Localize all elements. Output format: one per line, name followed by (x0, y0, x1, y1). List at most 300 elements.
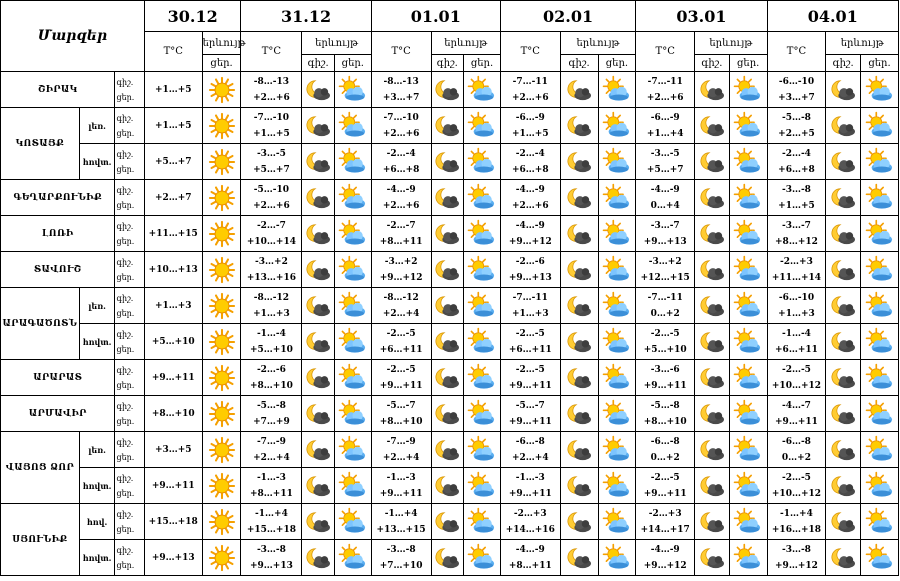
night-label: գիշ. (116, 185, 134, 195)
temp-day: +9…+11 (508, 416, 552, 427)
temp-night: -1…+4 (780, 508, 813, 519)
temp-night-day (767, 72, 826, 108)
moon-cloud-icon (695, 468, 730, 504)
sun-cloud-icon (464, 108, 501, 144)
moon-cloud-icon (431, 252, 464, 288)
moon-cloud-icon (560, 288, 598, 324)
sun-icon (202, 108, 241, 144)
day-header: ցեր. (729, 55, 767, 72)
night-day-labels (115, 540, 144, 576)
temp-night-day (241, 108, 302, 144)
temp-night: -6…-9 (650, 112, 680, 123)
moon-cloud-icon (826, 108, 861, 144)
night-day-labels (115, 288, 144, 324)
temp-night: -2…-4 (515, 148, 545, 159)
night-header: գիշ. (695, 55, 730, 72)
temp-night-day (767, 144, 826, 180)
temp-night: -1…-3 (515, 472, 545, 483)
temp-day: +14…+17 (640, 524, 690, 535)
temp-night-day (636, 216, 695, 252)
night-label: գիշ. (116, 77, 134, 87)
night-header: գիշ. (431, 55, 464, 72)
temp-night-day (241, 324, 302, 360)
moon-cloud-icon (695, 396, 730, 432)
region-name: ՏԱՎՈՒՇ (1, 252, 115, 288)
sun-cloud-icon (334, 360, 371, 396)
sun-cloud-icon (334, 468, 371, 504)
temp-unit-header: T°C (371, 32, 431, 72)
day-label: ցեր. (116, 488, 135, 498)
sun-cloud-icon (464, 360, 501, 396)
temp-day: +1…+5 (511, 128, 549, 139)
temp-night-day (767, 504, 826, 540)
subregion-label: հովտ. (79, 468, 115, 504)
moon-cloud-icon (431, 72, 464, 108)
temp-night-day (371, 72, 431, 108)
moon-cloud-icon (302, 432, 335, 468)
moon-cloud-icon (431, 504, 464, 540)
moon-cloud-icon (302, 324, 335, 360)
temp-night-day (636, 504, 695, 540)
night-label: գիշ. (116, 401, 134, 411)
sun-cloud-icon (729, 216, 767, 252)
moon-cloud-icon (560, 180, 598, 216)
moon-cloud-icon (560, 108, 598, 144)
day-label: ցեր. (116, 128, 135, 138)
temp-night: -2…-5 (515, 364, 545, 375)
day-label: ցեր. (116, 452, 135, 462)
temp-night: -5…-8 (650, 400, 680, 411)
temp-day: 0…+2 (781, 452, 811, 463)
moon-cloud-icon (826, 72, 861, 108)
temp-day: +2…+6 (382, 200, 420, 211)
sun-cloud-icon (598, 288, 636, 324)
temp-day: +9…+11 (379, 488, 423, 499)
table-row (1, 252, 899, 288)
subregion-label: լեռ. (79, 432, 115, 468)
sun-cloud-icon (334, 144, 371, 180)
temp-day: +9…+11 (144, 360, 202, 396)
table-row (1, 288, 899, 324)
temp-night: -6…-8 (650, 436, 680, 447)
temp-night: -7…-11 (512, 292, 548, 303)
moon-cloud-icon (302, 396, 335, 432)
temp-day: +2…+4 (382, 308, 420, 319)
night-day-labels (115, 468, 144, 504)
temp-night-day (636, 432, 695, 468)
moon-cloud-icon (695, 432, 730, 468)
temp-day: +7…+10 (379, 560, 423, 571)
temp-day: +10…+14 (246, 236, 296, 247)
temp-night: -3…-8 (781, 544, 811, 555)
temp-day: +5…+7 (253, 164, 290, 175)
region-name: ՎԱՅՈՑ ՁՈՐ (1, 432, 80, 504)
temp-night: -2…-6 (515, 256, 545, 267)
moon-cloud-icon (560, 144, 598, 180)
sun-icon (202, 360, 241, 396)
sun-cloud-icon (729, 108, 767, 144)
table-row (1, 360, 899, 396)
temp-night-day (636, 540, 695, 576)
temp-day: +9…+11 (379, 380, 423, 391)
temp-day: +8…+11 (250, 488, 293, 499)
date-header: 03.01 (636, 1, 767, 32)
temp-night-day (371, 216, 431, 252)
temp-night: -4…-7 (781, 400, 811, 411)
sun-cloud-icon (334, 504, 371, 540)
day-header: ցեր. (464, 55, 501, 72)
temp-day: 0…+2 (650, 452, 680, 463)
temp-day: +8…+10 (643, 416, 687, 427)
day-label: ցեր. (116, 560, 135, 570)
moon-cloud-icon (302, 144, 335, 180)
temp-night-day (767, 360, 826, 396)
moon-cloud-icon (431, 324, 464, 360)
night-label: գիշ. (116, 113, 134, 123)
sun-cloud-icon (861, 108, 899, 144)
sun-cloud-icon (598, 108, 636, 144)
temp-night-day (767, 288, 826, 324)
temp-day: +10…+13 (144, 252, 202, 288)
temp-night: -4…-9 (650, 184, 680, 195)
day-label: ցեր. (116, 380, 135, 390)
temp-night: -4…-9 (515, 544, 545, 555)
moon-cloud-icon (302, 360, 335, 396)
moon-cloud-icon (826, 468, 861, 504)
temp-night: -8…-13 (383, 76, 419, 87)
temp-day: +5…+7 (646, 164, 684, 175)
temp-unit-header: T°C (767, 32, 826, 72)
sun-cloud-icon (334, 396, 371, 432)
day-header: ցեր. (334, 55, 371, 72)
sun-cloud-icon (598, 396, 636, 432)
sun-cloud-icon (729, 288, 767, 324)
temp-day: +1…+3 (778, 308, 815, 319)
temp-day: +13…+15 (376, 524, 426, 535)
temp-night: -3…+2 (255, 256, 288, 267)
sun-cloud-icon (729, 504, 767, 540)
temp-day: +2…+6 (511, 92, 549, 103)
night-day-labels (115, 108, 144, 144)
moon-cloud-icon (431, 540, 464, 576)
temp-night: -5…-8 (781, 112, 811, 123)
table-row (1, 216, 899, 252)
sun-cloud-icon (598, 468, 636, 504)
moon-cloud-icon (431, 288, 464, 324)
temp-day: +6…+11 (775, 344, 818, 355)
day-label: ցեր. (116, 272, 135, 282)
temp-night-day (636, 468, 695, 504)
sun-cloud-icon (464, 504, 501, 540)
moon-cloud-icon (302, 180, 335, 216)
temp-night: -2…-5 (650, 472, 680, 483)
subregion-label: լեռ. (79, 288, 115, 324)
date-header: 31.12 (241, 1, 371, 32)
temp-night-day (636, 360, 695, 396)
phenomenon-header: երևույթ (202, 32, 241, 55)
temp-night-day (371, 504, 431, 540)
temp-night-day (767, 108, 826, 144)
temp-night-day (371, 180, 431, 216)
temp-night: -7…-11 (512, 76, 548, 87)
temp-night-day (241, 360, 302, 396)
day-label: ցեր. (116, 416, 135, 426)
region-name: ԼՈՌԻ (1, 216, 115, 252)
temp-night-day (371, 144, 431, 180)
phenomenon-header: երևույթ (826, 32, 899, 55)
temp-night: -2…-5 (781, 472, 811, 483)
temp-night-day (241, 504, 302, 540)
temp-night: -7…-10 (383, 112, 419, 123)
temp-night: -2…+3 (513, 508, 547, 519)
moon-cloud-icon (695, 252, 730, 288)
moon-cloud-icon (695, 216, 730, 252)
temp-day: +8…+10 (144, 396, 202, 432)
sun-icon (202, 396, 241, 432)
sun-cloud-icon (861, 288, 899, 324)
moon-cloud-icon (560, 468, 598, 504)
night-day-labels (115, 432, 144, 468)
subregion-label: լեռ. (79, 108, 115, 144)
temp-night: -8…-12 (383, 292, 419, 303)
moon-cloud-icon (826, 504, 861, 540)
sun-cloud-icon (464, 540, 501, 576)
moon-cloud-icon (826, 180, 861, 216)
temp-day: +8…+12 (775, 236, 818, 247)
temp-day: +1…+4 (646, 128, 684, 139)
sun-cloud-icon (729, 432, 767, 468)
moon-cloud-icon (560, 360, 598, 396)
day-header: ցեր. (202, 55, 241, 72)
temp-night-day (636, 108, 695, 144)
temp-night: -1…-4 (256, 328, 286, 339)
temp-night-day (636, 180, 695, 216)
night-day-labels (115, 72, 144, 108)
temp-day: +9…+12 (379, 272, 423, 283)
sun-cloud-icon (464, 252, 501, 288)
temp-day: 0…+4 (650, 200, 680, 211)
temp-night-day (636, 144, 695, 180)
moon-cloud-icon (302, 108, 335, 144)
moon-cloud-icon (695, 324, 730, 360)
temp-day: +2…+7 (144, 180, 202, 216)
sun-cloud-icon (861, 144, 899, 180)
moon-cloud-icon (695, 504, 730, 540)
moon-cloud-icon (695, 360, 730, 396)
temp-night: -7…-9 (386, 436, 416, 447)
temp-unit-header: T°C (636, 32, 695, 72)
moon-cloud-icon (826, 360, 861, 396)
sun-cloud-icon (729, 396, 767, 432)
temp-day: +8…+11 (508, 560, 552, 571)
moon-cloud-icon (826, 396, 861, 432)
sun-cloud-icon (729, 468, 767, 504)
sun-icon (202, 180, 241, 216)
temp-night-day (500, 216, 560, 252)
sun-cloud-icon (861, 252, 899, 288)
sun-cloud-icon (464, 324, 501, 360)
sun-icon (202, 468, 241, 504)
subregion-label: հովտ. (79, 540, 115, 576)
region-name: ՇԻՐԱԿ (1, 72, 115, 108)
sun-cloud-icon (861, 540, 899, 576)
temp-day: +11…+14 (771, 272, 822, 283)
temp-day: +11…+15 (144, 216, 202, 252)
moon-cloud-icon (431, 180, 464, 216)
temp-day: +9…+13 (144, 540, 202, 576)
temp-unit-header: T°C (144, 32, 202, 72)
sun-cloud-icon (861, 468, 899, 504)
temp-day: +1…+3 (511, 308, 549, 319)
temp-day: +9…+11 (775, 416, 818, 427)
moon-cloud-icon (431, 432, 464, 468)
date-header: 02.01 (500, 1, 635, 32)
temp-day: +7…+9 (253, 416, 290, 427)
temp-day: +9…+11 (643, 380, 687, 391)
night-header: գիշ. (826, 55, 861, 72)
moon-cloud-icon (302, 468, 335, 504)
temp-day: +2…+6 (253, 200, 290, 211)
table-row (1, 468, 899, 504)
temp-day: +12…+15 (640, 272, 690, 283)
temp-night-day (241, 144, 302, 180)
temp-night-day (636, 396, 695, 432)
temp-night: -7…-11 (647, 292, 683, 303)
subregion-label: հովտ. (79, 324, 115, 360)
day-header: ցեր. (861, 55, 899, 72)
day-label: ցեր. (116, 200, 135, 210)
night-label: գիշ. (116, 437, 134, 447)
temp-night-day (371, 468, 431, 504)
night-day-labels (115, 360, 144, 396)
subregion-label: հովտ. (79, 144, 115, 180)
temp-night: -5…-10 (253, 184, 290, 195)
sun-cloud-icon (729, 540, 767, 576)
temp-day: +1…+5 (253, 128, 290, 139)
moon-cloud-icon (695, 540, 730, 576)
temp-day: 0…+2 (650, 308, 680, 319)
temp-day: +2…+6 (646, 92, 684, 103)
temp-night: -1…-4 (781, 328, 811, 339)
table-row (1, 324, 899, 360)
moon-cloud-icon (826, 540, 861, 576)
night-header: գիշ. (302, 55, 335, 72)
date-header: 30.12 (144, 1, 241, 32)
temp-night: -2…-6 (256, 364, 286, 375)
temp-night: -1…-3 (386, 472, 416, 483)
sun-icon (202, 216, 241, 252)
sun-cloud-icon (861, 360, 899, 396)
temp-night: -2…-5 (386, 364, 416, 375)
temp-day: +5…+10 (250, 344, 293, 355)
temp-night-day (767, 396, 826, 432)
temp-day: +2…+5 (778, 128, 815, 139)
region-header: Մարզեր (1, 1, 145, 72)
moon-cloud-icon (431, 396, 464, 432)
temp-night-day (371, 540, 431, 576)
moon-cloud-icon (826, 432, 861, 468)
temp-night-day (500, 540, 560, 576)
temp-night-day (500, 468, 560, 504)
sun-cloud-icon (598, 216, 636, 252)
phenomenon-header: երևույթ (695, 32, 767, 55)
sun-cloud-icon (598, 180, 636, 216)
moon-cloud-icon (560, 396, 598, 432)
night-header: գիշ. (560, 55, 598, 72)
moon-cloud-icon (826, 324, 861, 360)
temp-night: -5…-7 (386, 400, 416, 411)
temp-night-day (241, 288, 302, 324)
sun-icon (202, 252, 241, 288)
temp-night-day (371, 432, 431, 468)
temp-day: +9…+11 (508, 380, 552, 391)
temp-night: -6…-10 (778, 292, 815, 303)
temp-day: +5…+10 (144, 324, 202, 360)
sun-cloud-icon (464, 432, 501, 468)
temp-day: +6…+11 (508, 344, 552, 355)
sun-cloud-icon (598, 504, 636, 540)
temp-day: +8…+10 (250, 380, 293, 391)
phenomenon-header: երևույթ (431, 32, 500, 55)
temp-day: +2…+4 (382, 452, 420, 463)
sun-icon (202, 324, 241, 360)
temp-night: -3…-6 (650, 364, 680, 375)
temp-day: +2…+4 (511, 452, 549, 463)
moon-cloud-icon (560, 540, 598, 576)
moon-cloud-icon (560, 216, 598, 252)
temp-night: -3…-8 (256, 544, 286, 555)
temp-night-day (500, 72, 560, 108)
temp-unit-header: T°C (500, 32, 560, 72)
temp-night: -2…+3 (648, 508, 682, 519)
temp-night-day (500, 252, 560, 288)
night-label: գիշ. (116, 473, 134, 483)
temp-night-day (371, 324, 431, 360)
temp-day: +15…+18 (144, 504, 202, 540)
temp-night-day (500, 108, 560, 144)
moon-cloud-icon (431, 144, 464, 180)
day-label: ցեր. (116, 524, 135, 534)
moon-cloud-icon (560, 252, 598, 288)
night-label: գիշ. (116, 509, 134, 519)
temp-day: +10…+12 (771, 380, 822, 391)
moon-cloud-icon (826, 216, 861, 252)
night-day-labels (115, 252, 144, 288)
temp-day: +9…+11 (144, 468, 202, 504)
temp-night-day (767, 432, 826, 468)
night-day-labels (115, 504, 144, 540)
night-label: գիշ. (116, 365, 134, 375)
temp-night-day (767, 252, 826, 288)
temp-night: -4…-9 (386, 184, 416, 195)
night-label: գիշ. (116, 545, 134, 555)
temp-day: +5…+7 (144, 144, 202, 180)
temp-day: +9…+13 (250, 560, 293, 571)
subregion-label: հով. (79, 504, 115, 540)
table-row (1, 72, 899, 108)
temp-day: +2…+6 (253, 92, 290, 103)
sun-cloud-icon (729, 252, 767, 288)
sun-cloud-icon (861, 180, 899, 216)
sun-icon (202, 504, 241, 540)
moon-cloud-icon (302, 540, 335, 576)
moon-cloud-icon (695, 108, 730, 144)
night-label: գիշ. (116, 329, 134, 339)
temp-unit-header: T°C (241, 32, 302, 72)
sun-cloud-icon (464, 288, 501, 324)
moon-cloud-icon (431, 216, 464, 252)
day-label: ցեր. (116, 344, 135, 354)
